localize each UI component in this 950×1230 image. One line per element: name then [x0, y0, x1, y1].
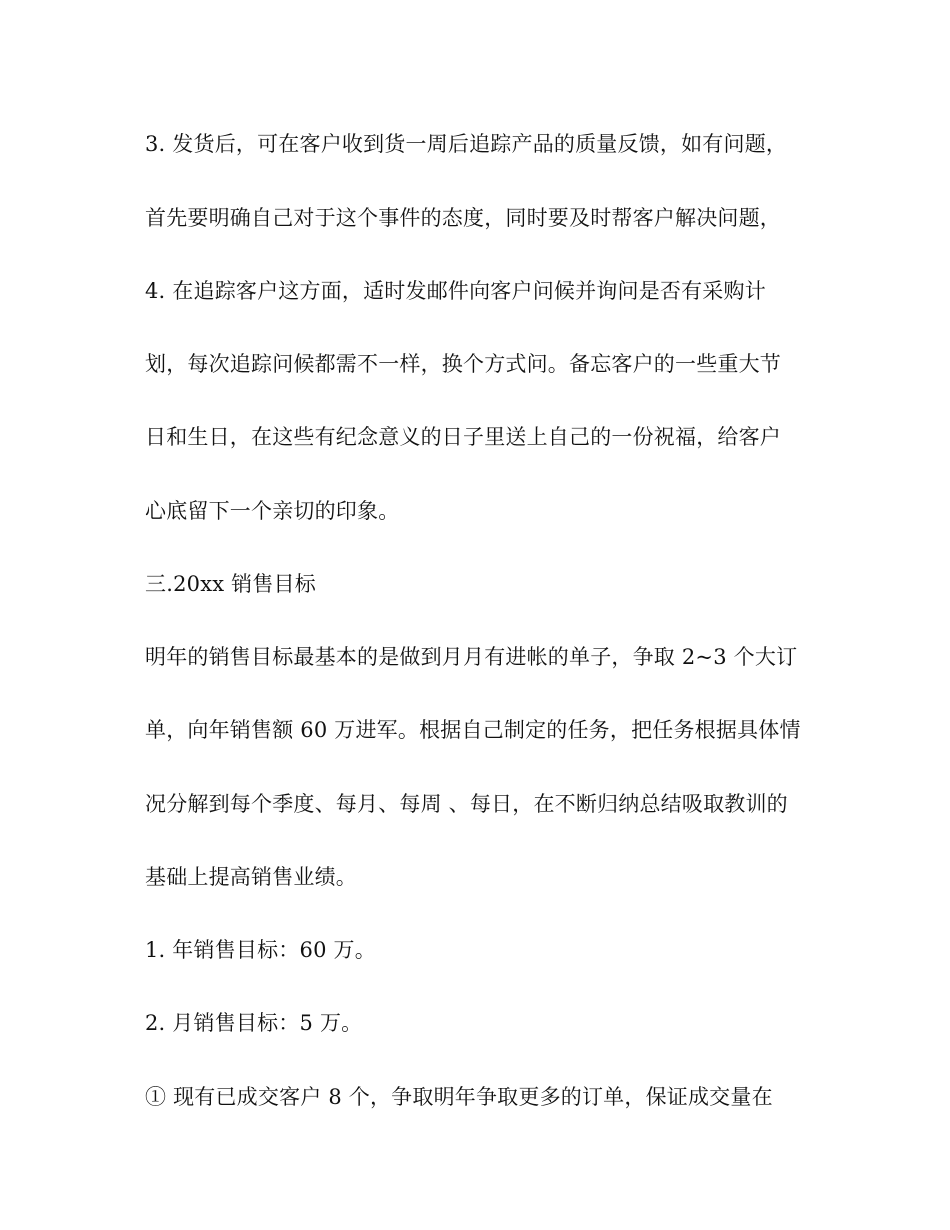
- paragraph-line: 首先要明确自己对于这个事件的态度，同时要及时帮客户解决问题，: [145, 206, 781, 230]
- paragraph-line: 单，向年销售额 60 万进军。根据自己制定的任务，把任务根据具体情: [145, 718, 801, 742]
- paragraph-line: 划，每次追踪问候都需不一样，换个方式问。备忘客户的一些重大节: [145, 352, 781, 376]
- paragraph-line: 明年的销售目标最基本的是做到月月有进帐的单子，争取 2~3 个大订: [145, 645, 798, 669]
- list-item: ① 现有已成交客户 8 个，争取明年争取更多的订单，保证成交量在: [145, 1085, 773, 1109]
- section-heading: 三.20xx 销售目标: [145, 572, 316, 596]
- paragraph-line: 4. 在追踪客户这方面，适时发邮件向客户问候并询问是否有采购计: [145, 279, 766, 303]
- paragraph-line: 基础上提高销售业绩。: [145, 865, 357, 889]
- list-item: 2. 月销售目标：5 万。: [145, 1011, 363, 1035]
- list-item: 1. 年销售目标：60 万。: [145, 938, 376, 962]
- paragraph-line: 况分解到每个季度、每月、每周 、每日，在不断归纳总结吸取教训的: [145, 792, 788, 816]
- paragraph-line: 3. 发货后，可在客户收到货一周后追踪产品的质量反馈，如有问题，: [145, 132, 788, 156]
- paragraph-line: 日和生日，在这些有纪念意义的日子里送上自己的一份祝福，给客户: [145, 425, 781, 449]
- paragraph-line: 心底留下一个亲切的印象。: [145, 499, 400, 523]
